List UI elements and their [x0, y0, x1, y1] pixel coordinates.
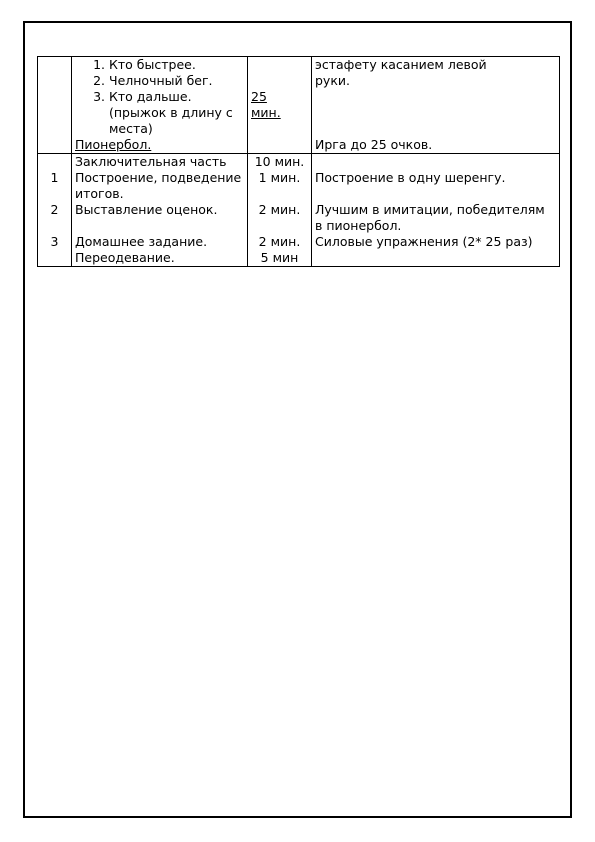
number-cell [38, 154, 72, 267]
step-number: 2 [50, 202, 59, 217]
number-cell [38, 57, 72, 154]
note-text: эстафету касанием левой [315, 57, 487, 72]
step-number: 1 [50, 170, 59, 185]
list-item: 2. Челночный бег. [109, 73, 244, 89]
step-text: Переодевание. [75, 250, 175, 265]
list-item-text: Кто дальше. [109, 89, 192, 104]
notes-cell [312, 154, 560, 267]
step-duration: 10 мин. [254, 154, 305, 169]
duration-unit: мин. [251, 105, 281, 120]
step-text: Выставление оценок. [75, 202, 218, 217]
content-cell [72, 57, 248, 154]
duration-cell [248, 154, 312, 267]
duration-number: 25 [251, 89, 267, 104]
note-text: Лучшим в имитации, победителям в пионербол. [315, 202, 545, 233]
step-number: 3 [50, 234, 59, 249]
step-duration: 2 мин. [258, 202, 301, 217]
step-duration: 5 мин [260, 250, 299, 265]
note-text: Построение в одну шеренгу. [315, 170, 506, 185]
note-text: Ирга до 25 очков. [315, 137, 433, 152]
step-text: Домашнее задание. [75, 234, 208, 249]
duration-cell [248, 57, 312, 154]
content-cell [72, 154, 248, 267]
note-text: руки. [315, 73, 350, 88]
list-item-note: (прыжок в длину с места) [109, 105, 233, 136]
table-row [38, 154, 560, 267]
step-duration: 2 мин. [258, 234, 301, 249]
step-duration: 1 мин. [258, 170, 301, 185]
table-row [38, 57, 560, 154]
lesson-plan-table [37, 56, 560, 267]
step-text: Построение, подведение итогов. [75, 170, 242, 201]
list-item [109, 89, 244, 137]
step-text: Заключительная часть [75, 154, 227, 169]
notes-cell [312, 57, 560, 154]
exercise-list [75, 57, 244, 137]
list-item: 1. Кто быстрее. [109, 57, 244, 73]
note-text: Силовые упражнения (2* 25 раз) [315, 234, 533, 249]
game-title: Пионербол. [75, 137, 152, 152]
